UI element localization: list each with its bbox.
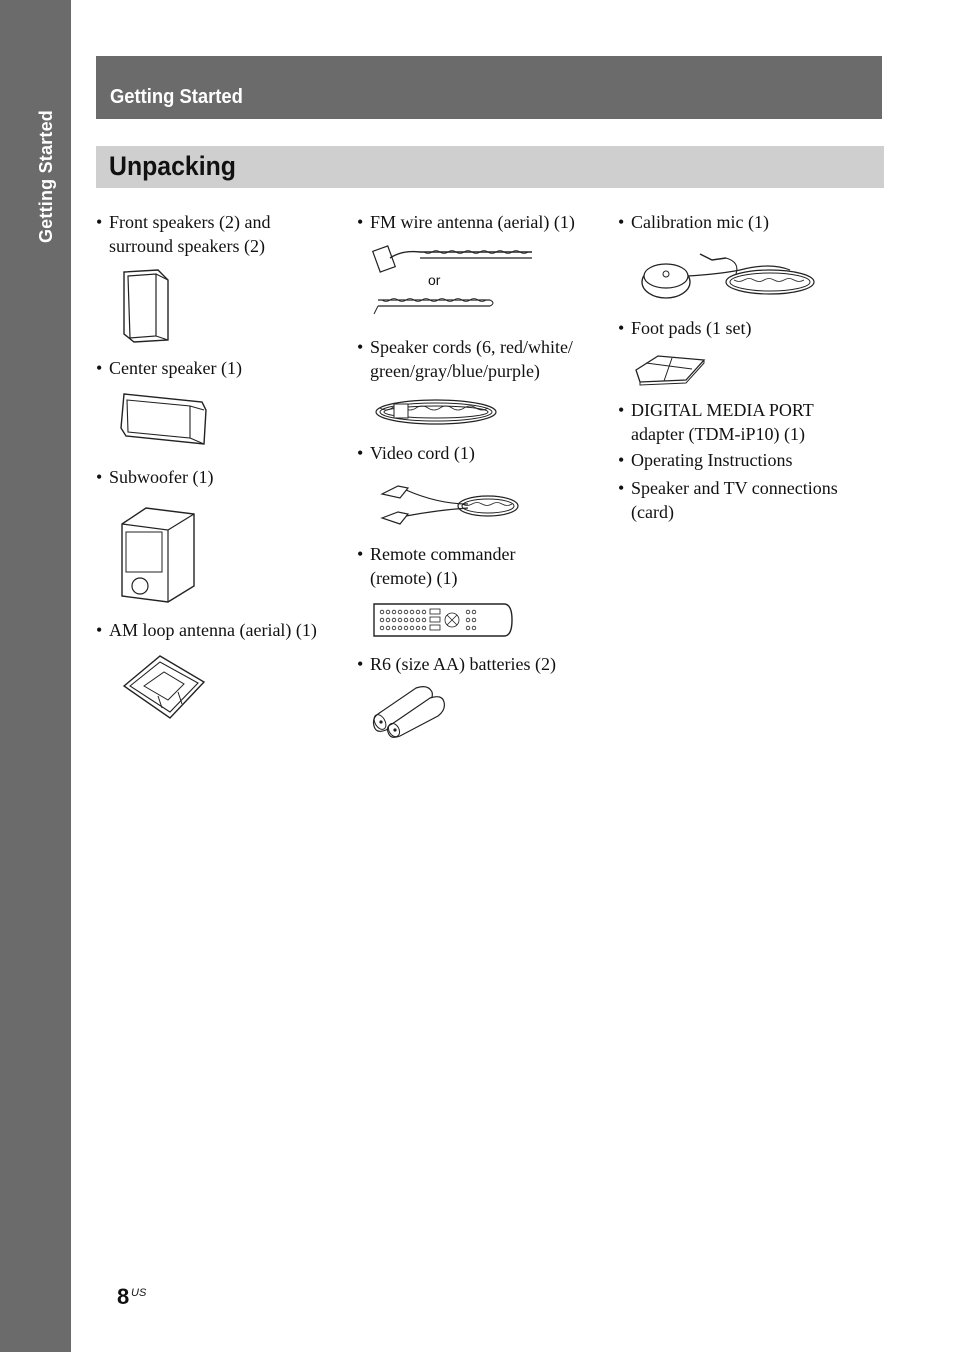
bullet: • xyxy=(618,450,625,470)
item-line: (remote) (1) xyxy=(370,568,458,588)
list-item-batteries xyxy=(357,652,607,676)
fm-wire-antenna-icon xyxy=(372,240,542,322)
list-item-connections-card xyxy=(618,476,878,524)
bullet: • xyxy=(96,620,103,640)
item-line: Video cord (1) xyxy=(370,443,475,463)
bullet: • xyxy=(618,478,625,498)
subwoofer-icon xyxy=(118,502,198,604)
item-line: Front speakers (2) and xyxy=(109,212,271,232)
item-line: surround speakers (2) xyxy=(109,236,265,256)
bullet: • xyxy=(357,443,364,463)
item-line: AM loop antenna (aerial) (1) xyxy=(109,620,317,640)
list-item-video-cord xyxy=(357,441,607,465)
foot-pads-icon xyxy=(632,352,708,388)
item-line: FM wire antenna (aerial) (1) xyxy=(370,212,575,232)
list-item-calibration-mic xyxy=(618,210,868,234)
chapter-title: Getting Started xyxy=(110,86,243,108)
bullet: • xyxy=(96,358,103,378)
section-title: Unpacking xyxy=(109,151,236,181)
item-line: R6 (size AA) batteries (2) xyxy=(370,654,556,674)
bullet: • xyxy=(96,212,103,232)
list-item-remote-commander xyxy=(357,542,607,590)
list-item-subwoofer xyxy=(96,465,346,489)
item-line: Foot pads (1 set) xyxy=(631,318,752,338)
side-tab-label: Getting Started xyxy=(36,110,56,244)
side-tab xyxy=(0,0,71,1352)
item-line: Remote commander xyxy=(370,544,516,564)
list-item-digital-media-port-adapter xyxy=(618,398,878,446)
item-line: adapter (TDM-iP10) (1) xyxy=(631,424,805,444)
bullet: • xyxy=(357,337,364,357)
remote-commander-icon xyxy=(372,602,514,638)
or-label: or xyxy=(428,272,441,288)
speaker-cords-icon xyxy=(372,394,502,430)
item-line: Speaker and TV connections xyxy=(631,478,838,498)
bullet: • xyxy=(618,318,625,338)
am-loop-antenna-icon xyxy=(118,652,210,724)
item-line: Center speaker (1) xyxy=(109,358,242,378)
chapter-header xyxy=(96,56,882,119)
list-item-operating-instructions xyxy=(618,448,878,472)
front-speaker-icon xyxy=(118,266,174,346)
page-number-suffix: US xyxy=(131,1287,147,1299)
bullet: • xyxy=(357,544,364,564)
list-item-fm-wire-antenna xyxy=(357,210,607,234)
list-item-foot-pads xyxy=(618,316,868,340)
bullet: • xyxy=(618,212,625,232)
list-item-front-speakers xyxy=(96,210,346,258)
video-cord-icon xyxy=(378,474,524,530)
page-number: 8 xyxy=(117,1284,130,1309)
batteries-icon xyxy=(372,684,448,738)
list-item-center-speaker xyxy=(96,356,346,380)
center-speaker-icon xyxy=(118,390,210,448)
bullet: • xyxy=(357,654,364,674)
bullet: • xyxy=(96,467,103,487)
item-line: Speaker cords (6, red/white/ xyxy=(370,337,573,357)
bullet: • xyxy=(357,212,364,232)
calibration-mic-icon xyxy=(640,244,820,304)
item-line: DIGITAL MEDIA PORT xyxy=(631,400,814,420)
item-line: Calibration mic (1) xyxy=(631,212,769,232)
list-item-am-loop-antenna xyxy=(96,618,346,642)
bullet: • xyxy=(618,400,625,420)
section-header xyxy=(96,146,884,188)
item-line: Operating Instructions xyxy=(631,450,793,470)
item-line: (card) xyxy=(631,502,674,522)
list-item-speaker-cords xyxy=(357,335,607,383)
item-line: green/gray/blue/purple) xyxy=(370,361,540,381)
item-line: Subwoofer (1) xyxy=(109,467,214,487)
